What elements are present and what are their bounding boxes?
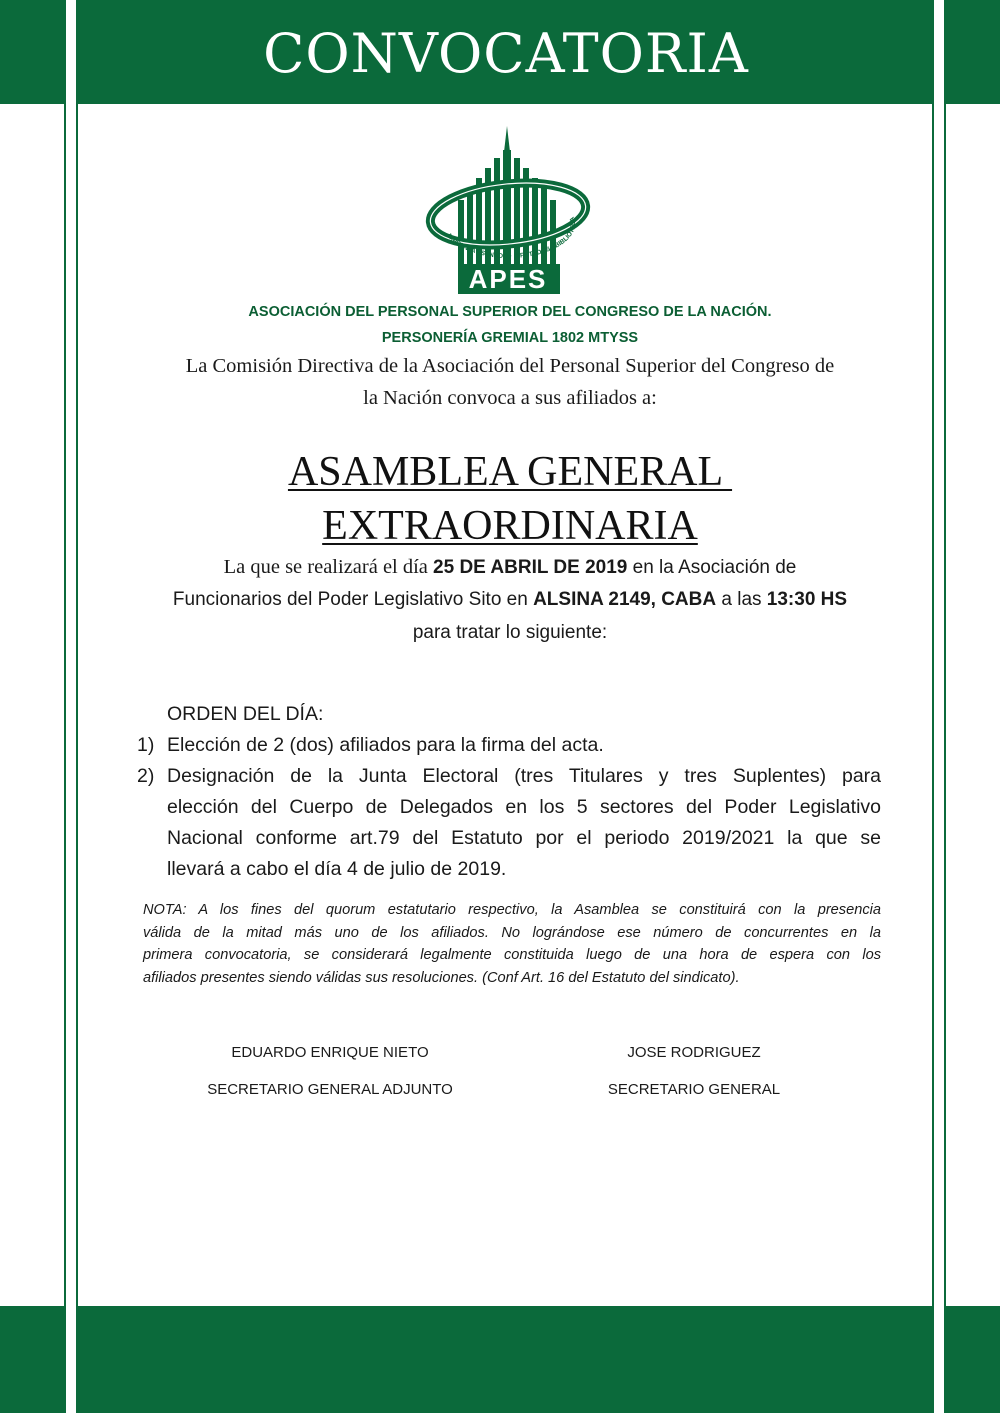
signatory-name: EDUARDO ENRIQUE NIETO [231,1044,429,1061]
agenda-item: Elección de 2 (dos) afiliados para la firma del acta. [167,734,604,756]
intro-line: La Comisión Directiva de la Asociación del Personal Superior del Congreso de [185,355,835,377]
details-text: Funcionarios del Poder Legislativo Sito en [172,589,534,610]
meeting-time: 13:30 HS [766,589,848,610]
note-line: válida de la mitad más uno de los afiliados. No lográndose ese número de concurrentes en la [143,925,881,941]
assembly-title [100,448,920,496]
assembly-title-line: EXTRAORDINARIA [322,503,698,549]
footer-band-left [0,1306,64,1413]
agenda-item: elección del Cuerpo de Delegados en los 5 sectores del Poder Legislativo [167,796,881,818]
meeting-details: para tratar lo siguiente: [412,622,608,643]
note-line: primera convocatoria, se considerará legalmente constituida luego de una hora de espera con los [143,947,881,963]
details-text: a las [716,589,767,610]
intro-line: la Nación convoca a sus afiliados a: [363,387,657,409]
frame-line [932,0,934,1413]
signatory-name: JOSE RODRIGUEZ [627,1044,761,1061]
organization-registration: PERSONERÍA GREMIAL 1802 MTYSS [381,330,639,346]
agenda-item: Nacional conforme art.79 del Estatuto por el periodo 2019/2021 la que se [167,827,881,849]
frame-line [64,0,66,1413]
note-line: afiliados presentes siendo válidas sus resoluciones. (Conf Art. 16 del Estatuto del sindicato). [143,970,740,986]
frame-line [76,0,78,1413]
meeting-place: ALSINA 2149, CABA [533,589,717,610]
header-band-left [0,0,64,104]
logo-ring-text: IMPRENTA · SENADO · DIPUTADOS · BIBLIOTECA [445,215,578,261]
apes-logo [422,122,594,300]
header-band-right [946,0,1000,104]
signatory-role: SECRETARIO GENERAL [607,1081,781,1098]
assembly-title [100,502,920,550]
footer-band [78,1306,934,1413]
agenda-item: Designación de la Junta Electoral (tres Titulares y tres Suplentes) para [167,765,881,787]
meeting-details [100,589,920,611]
organization-name: ASOCIACIÓN DEL PERSONAL SUPERIOR DEL CONGRESO DE LA NACIÓN. [248,304,772,320]
agenda-number: 2) [137,765,155,787]
assembly-title-line: ASAMBLEA GENERAL [287,449,733,495]
page-title: CONVOCATORIA [263,22,749,85]
agenda-item: llevará a cabo el día 4 de julio de 2019. [167,858,507,880]
note-line: NOTA: A los fines del quorum estatutario respectivo, la Asamblea se constituirá con la presencia [143,902,881,918]
agenda-number: 1) [137,734,155,756]
agenda-title: ORDEN DEL DÍA: [167,703,324,725]
footer-band-right [946,1306,1000,1413]
meeting-date: 25 DE ABRIL DE 2019 [433,557,628,578]
logo-word: APES [468,264,548,294]
details-text: La que se realizará el día [223,556,434,578]
signatory-role: SECRETARIO GENERAL ADJUNTO [207,1081,453,1098]
meeting-details [100,556,920,579]
frame-line [944,0,946,1413]
details-text: en la Asociación de [627,557,797,578]
